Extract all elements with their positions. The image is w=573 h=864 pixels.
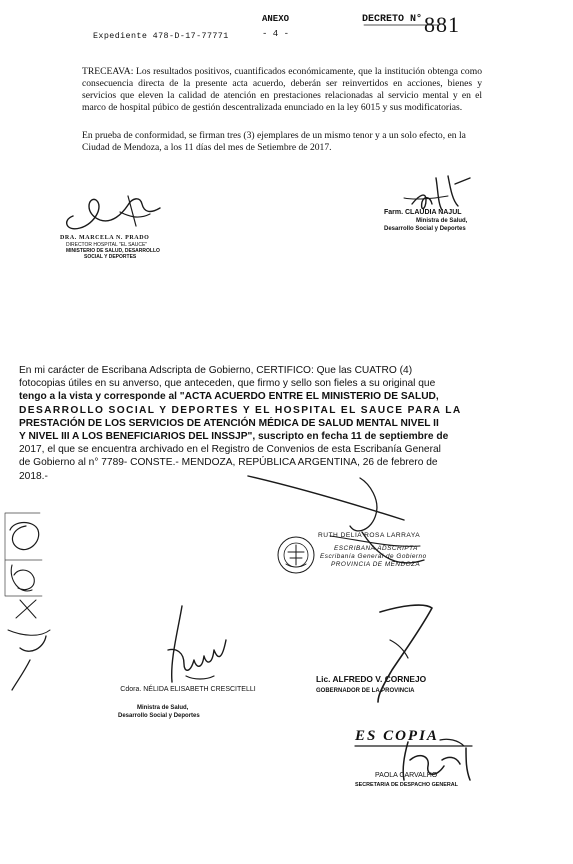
conformity-statement: En prueba de conformidad, se firman tres (3) ejemplares de un mismo tenor y a un solo efecto, en la Ciudad de Mendoza, a los 11 días del mes de Setiembre de 2017. — [82, 130, 466, 153]
header-anexo: ANEXO — [262, 14, 290, 24]
clause-treceava: TRECEAVA: Los resultados positivos, cuantificados económicamente, que la institución obtenga como consecuencia directa de la presente acta acuerdo, deberán ser reinvertidos en acciones, bienes y servicios que eleven la calidad de atención en prestaciones relacionadas al servicio mental y en el marco de hospital púbico de gestión descentralizada enunciado en la ley 6015 y sus modificatorias. — [82, 66, 482, 113]
header-decreto-label: DECRETO N° — [362, 14, 423, 25]
certification-line: En mi carácter de Escribana Adscripta de Gobierno, CERTIFICO: Que las CUATRO (4) — [19, 365, 413, 376]
signatory-left-name: DRA. MARCELA N. PRADO — [60, 235, 150, 241]
notary-stamp-line: RUTH DELIA ROSA LARRAYA — [318, 532, 421, 539]
signature-najul — [412, 176, 470, 210]
signatory-bottom-right-line: GOBERNADOR DE LA PROVINCIA — [316, 688, 415, 694]
signatory-left-line: SOCIAL Y DEPORTES — [84, 254, 137, 260]
header-page-number: - 4 - — [262, 29, 290, 39]
certification-line: fotocopias útiles en su anverso, que anteceden, que firmo y sello son fieles a su original que — [19, 378, 436, 390]
certification-line: tengo a la vista y corresponde al "ACTA ACUERDO ENTRE EL MINISTERIO DE SALUD, — [19, 391, 439, 403]
signatory-left-line: DIRECTOR HOSPITAL "EL SAUCE" — [66, 242, 148, 248]
signature-larraya — [350, 478, 424, 563]
signatory-bottom-left-name: Cdora. NÉLIDA ELISABETH CRESCITELLI — [120, 686, 256, 693]
signature-carvalho — [403, 742, 470, 780]
notary-stamp-line: ESCRIBANA ADSCRIPTA — [334, 545, 418, 552]
signatory-right-name: Farm. CLAUDIA NAJUL — [384, 209, 462, 216]
es-copia-role: SECRETARIA DE DESPACHO GENERAL — [355, 782, 458, 788]
certification-line: DESARROLLO SOCIAL Y DEPORTES Y EL HOSPITAL EL SAUCE PARA LA — [19, 404, 462, 416]
certification-line: 2018.- — [19, 470, 48, 482]
signatory-bottom-left-line: Desarrollo Social y Deportes — [118, 713, 200, 719]
header-decreto-number: 881 — [424, 12, 460, 37]
certification-line: PRESTACIÓN DE LOS SERVICIOS DE ATENCIÓN MÉDICA DE SALUD MENTAL NIVEL II — [19, 417, 439, 429]
certification-line: Y NIVEL III A LOS BENEFICIARIOS DEL INSSJP", suscripto en fecha 11 de septiembre de — [19, 431, 449, 443]
signatory-bottom-right-name: Lic. ALFREDO V. CORNEJO — [316, 674, 427, 684]
signatory-left-line: MINISTERIO DE SALUD, DESARROLLO — [66, 248, 160, 254]
signature-crescitelli — [168, 606, 226, 682]
es-copia-name: PAOLA CARVALHO — [375, 772, 438, 779]
expediente-number: Expediente 478-D-17-77771 — [93, 31, 229, 41]
es-copia-stamp: ES COPIA — [355, 728, 439, 744]
margin-mark — [5, 513, 42, 596]
certification-line: 2017, el que se encuentra archivado en el Registro de Convenios de esta Escribanía General — [19, 444, 441, 456]
signatory-right-line: Ministra de Salud, — [416, 218, 468, 224]
notary-stamp-line: Escribanía General de Gobierno — [320, 553, 427, 560]
cross-line — [248, 476, 404, 520]
certification-line: de Gobierno al n° 7789- CONSTE.- MENDOZA, REPÚBLICA ARGENTINA, 26 de febrero de — [19, 457, 438, 469]
signatory-right-line: Desarrollo Social y Deportes — [384, 226, 466, 232]
notary-seal — [278, 537, 314, 573]
signature-prado — [67, 199, 160, 229]
notary-stamp-line: PROVINCIA DE MENDOZA — [331, 561, 421, 568]
signatory-bottom-left-line: Ministra de Salud, — [137, 705, 189, 711]
